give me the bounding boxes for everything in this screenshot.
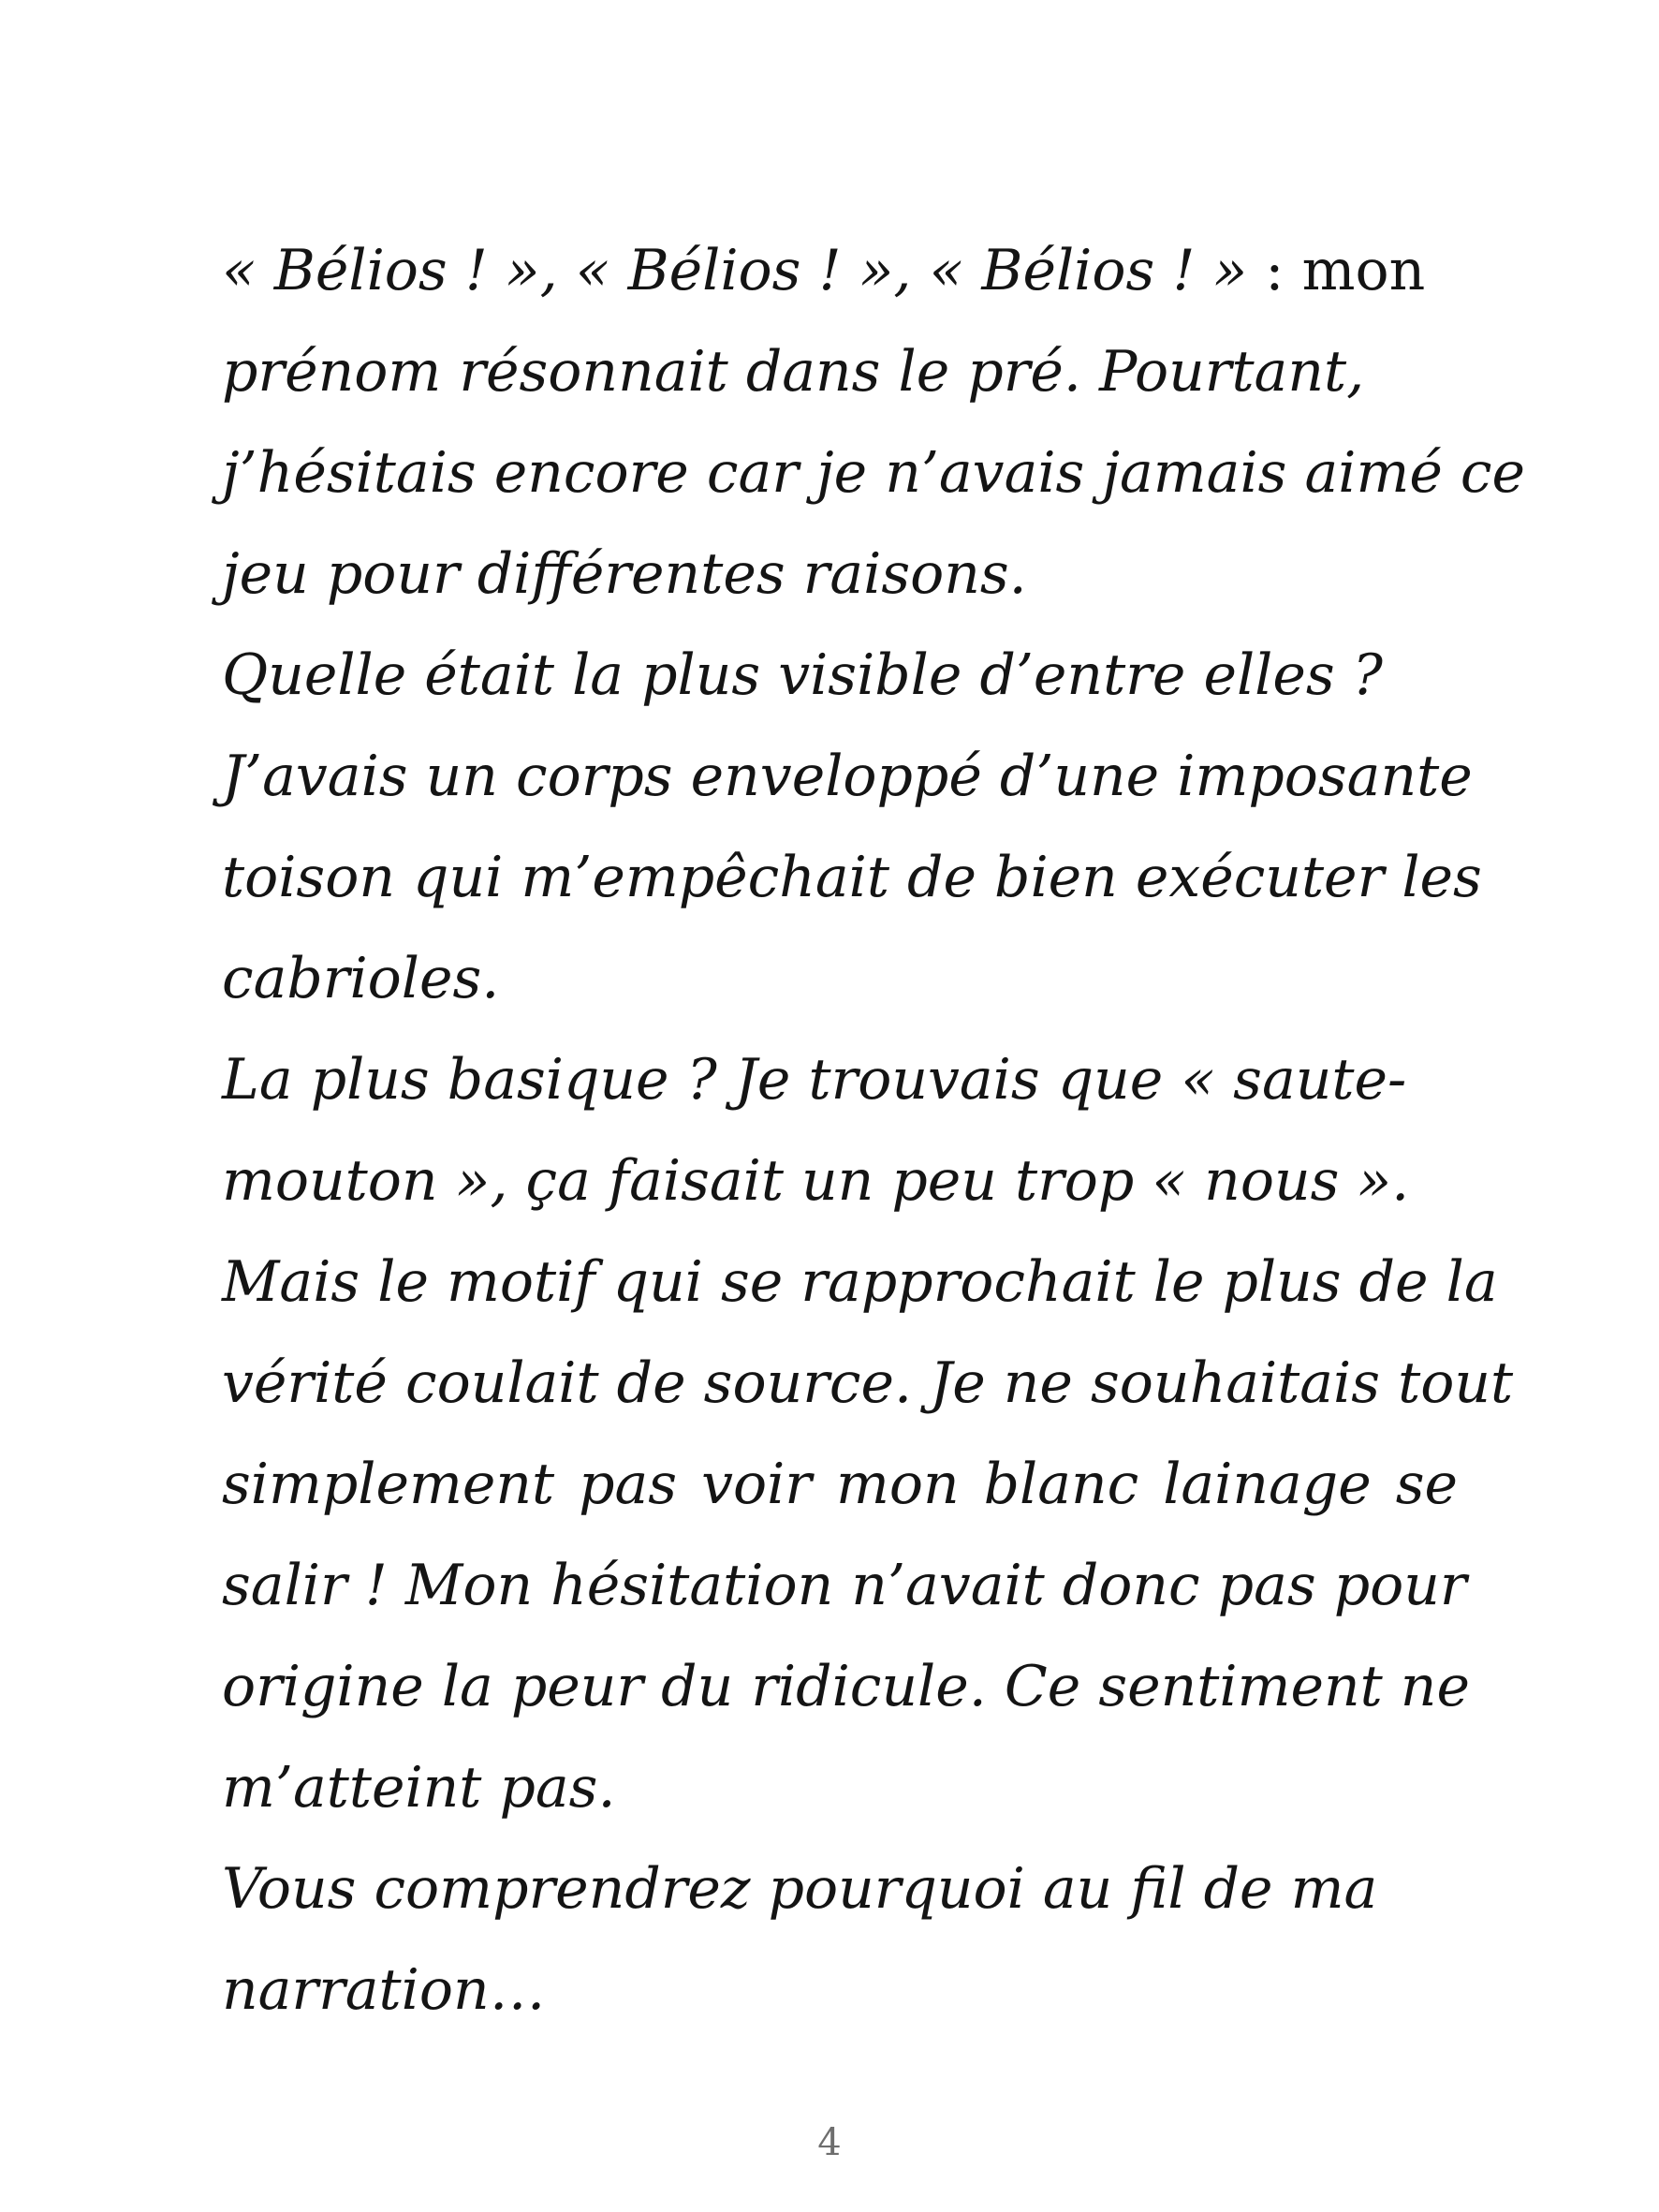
text-line: La plus basique ? Je trouvais que « saute-	[222, 1047, 1407, 1113]
text-line: Mais le motif qui se rapprochait le plus de la	[222, 1249, 1498, 1315]
text-line: J’avais un corps enveloppé d’une imposante	[222, 744, 1473, 809]
text-line: Quelle était la plus visible d’entre elles ?	[222, 642, 1383, 708]
text-line: prénom résonnait dans le pré. Pourtant,	[222, 339, 1365, 405]
text-line: mouton », ça faisait un peu trop « nous ».	[222, 1148, 1410, 1214]
text-line: salir ! Mon hésitation n’avait donc pas pour	[222, 1553, 1467, 1618]
body-text	[222, 220, 1526, 2041]
text-line: m’atteint pas.	[222, 1755, 616, 1821]
text-line: j’hésitais encore car je n’avais jamais aimé ce	[222, 440, 1526, 506]
text-line: Vous comprendrez pourquoi au fil de ma	[222, 1856, 1378, 1922]
text-line-upright-part: : mon	[1247, 238, 1426, 303]
text-line: cabrioles.	[222, 946, 500, 1011]
text-line: origine la peur du ridicule. Ce sentiment ne	[222, 1654, 1470, 1719]
text-line-italic-part: « Bélios ! », « Bélios ! », « Bélios ! »	[222, 238, 1248, 303]
text-line: vérité coulait de source. Je ne souhaitais tout	[222, 1350, 1514, 1416]
text-line	[222, 220, 1458, 321]
text-line: toison qui m’empêchait de bien exécuter les	[222, 845, 1482, 910]
text-line: narration…	[222, 1957, 546, 2023]
text-line: jeu pour différentes raisons.	[222, 541, 1027, 607]
page-number: 4	[817, 2121, 842, 2164]
text-line: simplement pas voir mon blanc lainage se	[222, 1452, 1458, 1517]
